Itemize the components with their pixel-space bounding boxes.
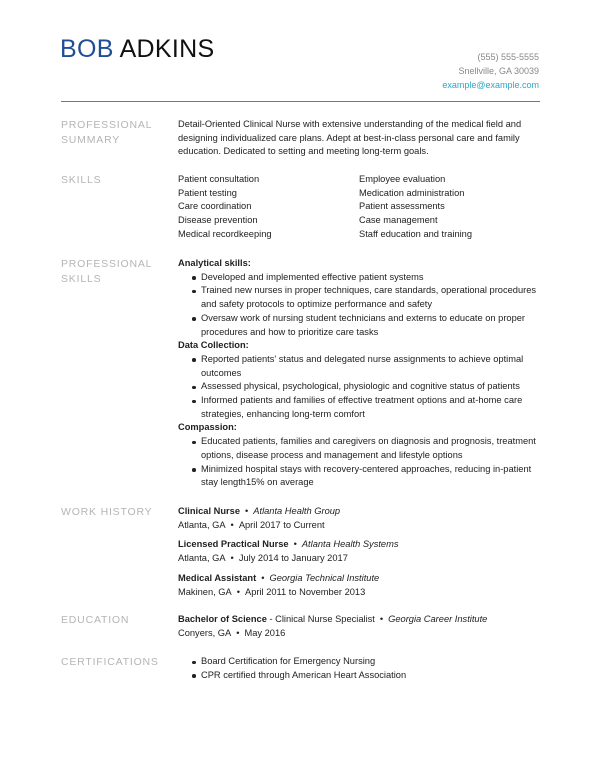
work-history-section <box>61 505 540 605</box>
education-section <box>61 613 540 640</box>
skill-item: Patient assessments <box>359 201 445 212</box>
group-title: Compassion: <box>178 422 237 433</box>
education-entry: Bachelor of Science - Clinical Nurse Specialist • Georgia Career Institute Conyers, GA • May 2016 <box>178 614 488 638</box>
certification-item: Board Certification for Emergency Nursing <box>201 655 540 669</box>
skill-item: Disease prevention <box>178 215 258 226</box>
group-title: Analytical skills: <box>178 258 251 268</box>
skill-item: Medication administration <box>359 187 465 198</box>
candidate-name: BOB ADKINS <box>60 35 215 63</box>
skill-item: Medical recordkeeping <box>178 228 272 239</box>
section-label: EDUCATION <box>61 614 130 626</box>
section-label: PROFESSIONAL SUMMARY <box>61 119 153 146</box>
contact-info <box>442 50 539 92</box>
list-item: Trained new nurses in proper techniques, care standards, operational procedures and safety protocols to optimize performance and safety <box>201 284 544 311</box>
list-item: Minimized hospital stays with recovery-centered approaches, reducing in-patient stay length15% on average <box>201 463 544 490</box>
skill-item: Case management <box>359 215 438 226</box>
list-item: Informed patients and families of effective treatment options and at-home care strategies, enhancing long-term comfort <box>201 394 544 421</box>
skill-item: Patient consultation <box>178 174 260 184</box>
job-entry: Medical Assistant • Georgia Technical Institute Makinen, GA • April 2011 to November 2013 <box>178 572 380 597</box>
list-item: Developed and implemented effective patient systems <box>201 271 544 285</box>
skills-left <box>178 173 359 242</box>
skills-right <box>359 173 540 242</box>
skill-item: Employee evaluation <box>359 174 446 184</box>
group-title: Data Collection: <box>178 340 249 351</box>
job-entry: Clinical Nurse • Atlanta Health Group Atlanta, GA • April 2017 to Current <box>178 506 341 530</box>
email-link[interactable]: example@example.com <box>442 80 539 90</box>
professional-skills-section <box>61 257 540 490</box>
skills-section <box>61 173 540 242</box>
phone: (555) 555-5555 <box>477 52 539 62</box>
certifications-section <box>61 655 540 682</box>
summary-text: Detail-Oriented Clinical Nurse with extensive understanding of the medical field and designing individualized care plans. Adept at best-in-class personal care and family education. Dedicated to setting and meeting long-term goals. <box>178 119 522 157</box>
summary-section <box>61 118 540 159</box>
list-item: Assessed physical, psychological, physiologic and cognitive status of patients <box>201 380 544 394</box>
list-item: Educated patients, families and caregivers on diagnosis and prognosis, treatment options, disease process and management and lifestyle options <box>201 435 544 462</box>
skill-item: Care coordination <box>178 201 252 212</box>
section-label: WORK HISTORY <box>61 506 153 518</box>
list-item: Reported patients' status and delegated nurse assignments to achieve optimal outcomes <box>201 353 544 380</box>
list-item: Oversaw work of nursing student technicians and externs to educate on proper procedures and how to prioritize care tasks <box>201 312 544 339</box>
job-entry: Licensed Practical Nurse • Atlanta Health Systems Atlanta, GA • July 2014 to January 2017 <box>178 539 399 564</box>
location: Snellville, GA 30039 <box>458 66 539 76</box>
skill-item: Staff education and training <box>359 228 473 239</box>
section-label: SKILLS <box>61 174 102 186</box>
header-divider <box>61 101 540 102</box>
certification-item: CPR certified through American Heart Association <box>201 669 540 683</box>
skill-item: Patient testing <box>178 187 237 198</box>
section-label: PROFESSIONAL SKILLS <box>61 258 153 285</box>
section-label: CERTIFICATIONS <box>61 656 159 668</box>
